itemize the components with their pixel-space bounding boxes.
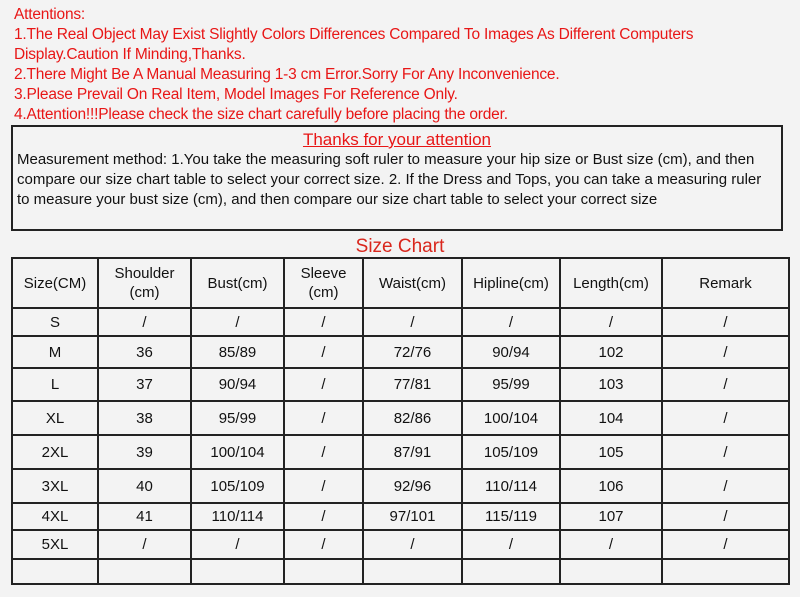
measurement-cell: /	[284, 469, 363, 503]
measurement-cell: 90/94	[191, 368, 284, 401]
measurement-cell	[662, 559, 789, 584]
measurement-cell: /	[284, 503, 363, 530]
attention-line: 4.Attention!!!Please check the size chart carefully before placing the order.	[14, 106, 508, 123]
attentions-block	[14, 5, 794, 125]
measurement-cell: 95/99	[462, 368, 560, 401]
measurement-cell: /	[284, 401, 363, 435]
measurement-cell: 104	[560, 401, 662, 435]
measurement-cell: /	[284, 308, 363, 336]
attention-line: 2.There Might Be A Manual Measuring 1-3 cm Error.Sorry For Any Inconvenience.	[14, 66, 560, 83]
measurement-cell: 41	[98, 503, 191, 530]
table-header-row	[12, 258, 789, 308]
measurement-cell	[560, 559, 662, 584]
measurement-cell: 115/119	[462, 503, 560, 530]
attention-line: 1.The Real Object May Exist Slightly Colors Differences Compared To Images As Different Computers	[14, 26, 694, 43]
measurement-cell: /	[560, 530, 662, 559]
measurement-cell: /	[662, 368, 789, 401]
measurement-cell: 95/99	[191, 401, 284, 435]
measurement-cell: 85/89	[191, 336, 284, 368]
measurement-cell: 77/81	[363, 368, 462, 401]
size-cell: S	[12, 308, 98, 336]
measurement-cell: /	[284, 530, 363, 559]
measurement-cell: 87/91	[363, 435, 462, 469]
size-cell: M	[12, 336, 98, 368]
size-cell: L	[12, 368, 98, 401]
measurement-cell: 92/96	[363, 469, 462, 503]
measurement-cell: /	[662, 308, 789, 336]
table-row	[12, 308, 789, 336]
table-row	[12, 530, 789, 559]
attention-line: 3.Please Prevail On Real Item, Model Images For Reference Only.	[14, 86, 458, 103]
measurement-cell: /	[98, 308, 191, 336]
measurement-cell: /	[662, 336, 789, 368]
measurement-cell: /	[662, 503, 789, 530]
measurement-cell: /	[662, 401, 789, 435]
measurement-cell: /	[662, 469, 789, 503]
measurement-notice-box	[11, 125, 783, 231]
size-cell: XL	[12, 401, 98, 435]
measurement-cell: /	[284, 368, 363, 401]
measurement-cell: 97/101	[363, 503, 462, 530]
attention-line: Display.Caution If Minding,Thanks.	[14, 46, 246, 63]
table-row	[12, 503, 789, 530]
size-cell: 4XL	[12, 503, 98, 530]
table-row	[12, 435, 789, 469]
measurement-cell: /	[560, 308, 662, 336]
measurement-cell: /	[284, 336, 363, 368]
measurement-cell: 37	[98, 368, 191, 401]
size-cell: 5XL	[12, 530, 98, 559]
size-cell: 2XL	[12, 435, 98, 469]
measurement-cell: 36	[98, 336, 191, 368]
column-header: Remark	[662, 258, 789, 308]
column-header: Shoulder (cm)	[98, 258, 191, 308]
measurement-cell: 39	[98, 435, 191, 469]
measurement-cell: 103	[560, 368, 662, 401]
column-header: Sleeve (cm)	[284, 258, 363, 308]
column-header: Length(cm)	[560, 258, 662, 308]
size-cell	[12, 559, 98, 584]
column-header: Bust(cm)	[191, 258, 284, 308]
measurement-cell: 40	[98, 469, 191, 503]
measurement-cell	[98, 559, 191, 584]
measurement-cell: 110/114	[462, 469, 560, 503]
measurement-cell: 102	[560, 336, 662, 368]
table-row	[12, 559, 789, 584]
size-cell: 3XL	[12, 469, 98, 503]
measurement-cell: 38	[98, 401, 191, 435]
column-header: Hipline(cm)	[462, 258, 560, 308]
measurement-cell: 105/109	[462, 435, 560, 469]
measurement-cell: /	[98, 530, 191, 559]
measurement-cell: 107	[560, 503, 662, 530]
measurement-cell: /	[662, 435, 789, 469]
measurement-cell: /	[191, 530, 284, 559]
measurement-cell: 100/104	[462, 401, 560, 435]
measurement-cell: 106	[560, 469, 662, 503]
measurement-cell: /	[191, 308, 284, 336]
measurement-cell: 90/94	[462, 336, 560, 368]
measurement-cell	[284, 559, 363, 584]
table-row	[12, 401, 789, 435]
measurement-cell: /	[462, 530, 560, 559]
measurement-cell: 100/104	[191, 435, 284, 469]
measurement-cell: /	[363, 530, 462, 559]
measurement-cell: 105/109	[191, 469, 284, 503]
notice-title: Thanks for your attention	[302, 130, 492, 149]
column-header: Size(CM)	[12, 258, 98, 308]
measurement-cell: 105	[560, 435, 662, 469]
table-row	[12, 336, 789, 368]
table-row	[12, 368, 789, 401]
measurement-cell	[363, 559, 462, 584]
measurement-cell: /	[363, 308, 462, 336]
size-chart-title: Size Chart	[355, 236, 445, 257]
attentions-heading: Attentions:	[14, 6, 86, 23]
measurement-cell	[191, 559, 284, 584]
measurement-cell: 82/86	[363, 401, 462, 435]
measurement-cell: /	[462, 308, 560, 336]
size-chart-table	[11, 257, 790, 585]
measurement-method-text: Measurement method: 1.You take the measuring soft ruler to measure your hip size or Bust size (cm), and then compare our size chart table to select your correct size. 2. If the Dress and Tops, you can take a measuring ruler to measure your bust size (cm), and then compare our size chart table to select your correct size	[17, 151, 762, 208]
column-header: Waist(cm)	[363, 258, 462, 308]
measurement-cell: 110/114	[191, 503, 284, 530]
measurement-cell: /	[662, 530, 789, 559]
measurement-cell: 72/76	[363, 336, 462, 368]
measurement-cell: /	[284, 435, 363, 469]
measurement-cell	[462, 559, 560, 584]
table-row	[12, 469, 789, 503]
